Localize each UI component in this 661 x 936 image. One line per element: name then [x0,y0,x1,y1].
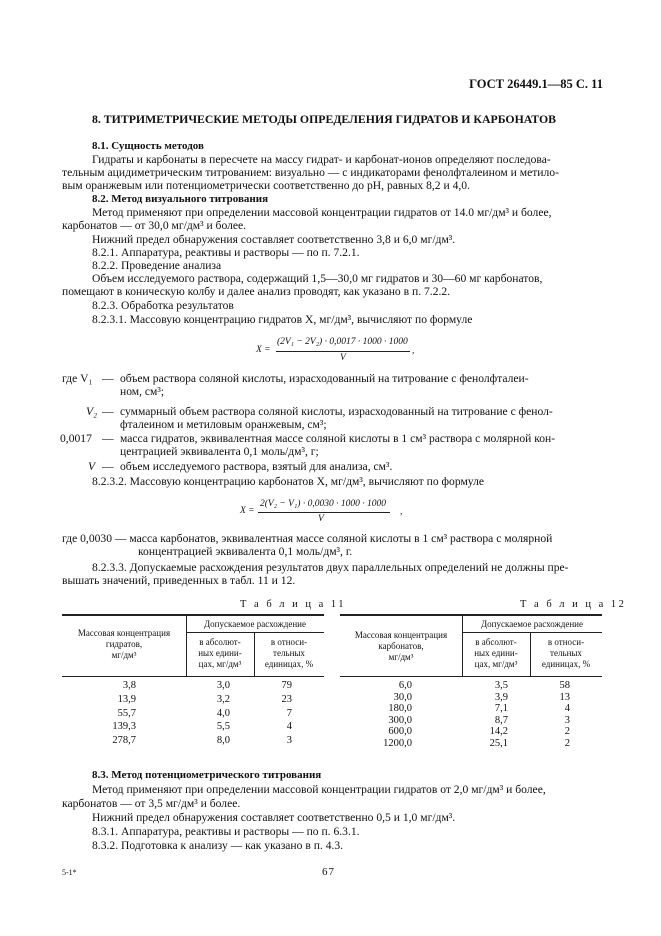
header-cell: гидратов, [105,639,143,649]
table-11-cell: 55,7 [117,707,136,719]
where-text: объем исследуемого раствора, взятый для анализа, см³. [120,460,393,473]
page-number: 67 [322,866,335,878]
table-11-cell: 3,8 [122,680,136,691]
where-symbol: V [88,460,96,473]
table-11-cell: 7 [286,707,292,719]
where-symbol: где V₁ [62,372,93,385]
table-11-cell: 8,0 [216,735,230,747]
table-11-head-conc [62,628,186,661]
where-text: фталеином и метиловым оранжевым, см³; [120,418,327,431]
table-11-head-rel [254,637,324,670]
header-cell: в относи- [547,637,585,647]
table-11-cell: 4 [286,721,292,733]
paragraph-line: Метод применяют при определении массовой концентрации гидратов от 2,0 мг/дм³ и более, [92,783,546,796]
formula-lhs: X = [256,345,271,355]
table-12-cell: 300,0 [388,714,412,726]
paragraph-line: Нижний предел обнаружения составляет соответственно 0,5 и 1,0 мг/дм³. [92,811,456,824]
table-rule [340,676,602,677]
table-12-cell: 6,0 [398,680,412,691]
header-cell: Массовая концентрация [77,628,171,638]
paragraph-line: Нижний предел обнаружения составляет соответственно 3,8 и 6,0 мг/дм³. [92,233,456,246]
header-cell: тельных [273,648,305,658]
header-cell: единицах, % [264,659,314,669]
table-11-cell: 23 [281,693,292,705]
paragraph-line: 8.2.1. Аппаратура, реактивы и растворы — по п. 7.2.1. [92,246,360,259]
where-text: масса гидратов, эквивалентная массе соляной кислоты в 1 см³ раствора с молярной кон- [120,432,556,445]
fraction-bar [276,351,410,352]
where-text: объем раствора соляной кислоты, израсходованный на титрование с фенолфталеи- [120,372,529,385]
formula-denominator: V [340,353,346,363]
table-rule [186,632,324,633]
paragraph-line: 8.2.3.3. Допускаемые расхождения результатов двух параллельных определений не должны пре- [92,561,569,574]
formula-comma: , [412,346,415,356]
fraction-bar [258,512,390,513]
table-12-cell: 30,0 [393,691,412,703]
table-12-cell: 3 [564,714,570,726]
paragraph-line: 8.2.2. Проведение анализа [92,259,222,272]
table-12-cell: 25,1 [489,738,508,749]
paragraph-line: карбонатов — от 30,0 мг/дм³ и более. [62,219,247,232]
where-dash: — [102,432,114,445]
where-dash: — [102,460,114,473]
paragraph-line: помещают в коническую колбу и далее анализ проводят, как указано в п. 7.2.2. [62,285,451,298]
table-12-cell: 2 [564,726,570,738]
where-text: концентрацией эквивалента 0,1 моль/дм³, г. [138,545,353,558]
table-11-cell: 3,0 [216,680,230,691]
paragraph-line: 8.2.3.2. Массовую концентрацию карбонатов X, мг/дм³, вычисляют по формуле [92,475,485,488]
paragraph-line: 8.3.1. Аппаратура, реактивы и растворы — по п. 6.3.1. [92,825,360,838]
table-12-cell: 180,0 [388,703,412,715]
section-title: 8. ТИТРИМЕТРИЧЕСКИЕ МЕТОДЫ ОПРЕДЕЛЕНИЯ ГИДРАТОВ И КАРБОНАТОВ [92,112,557,126]
where-dash: — [102,372,114,385]
table-12-cell: 3,5 [494,680,508,691]
header-cell: цах, мг/дм³ [474,659,518,669]
table-12-cell: 2 [564,738,570,749]
table-12-head-rel [530,637,602,670]
subsection-8-3-title: 8.3. Метод потенциометрического титрования [92,769,322,781]
formula-numerator: 2(V₂ − V₁) · 0,0030 · 1000 · 1000 [260,499,386,509]
footer-mark: 5-1* [62,868,77,877]
table-rule [62,676,324,677]
table-11-cell: 3,2 [216,693,230,705]
table-12-head-abs [462,637,530,670]
paragraph-line: вышать значений, приведенных в табл. 11 и 12. [62,574,296,587]
table-11-head-group: Допускаемое расхождение [204,619,306,629]
table-12-cell: 4 [564,703,570,715]
subsection-8-2-title: 8.2. Метод визуального титрования [92,193,269,205]
where-text: центрацией эквивалента 0,1 моль/дм³, г; [120,445,319,458]
header-cell: в абсолют- [475,637,517,647]
formula-lhs: X = [240,506,255,516]
header-cell: мг/дм³ [111,650,137,660]
table-11-cell: 5,5 [216,721,230,733]
formula-numerator: (2V₁ − 2V₂) · 0,0017 · 1000 · 1000 [277,337,408,347]
paragraph-line: Гидраты и карбонаты в пересчете на массу гидрат- и карбонат-ионов определяют последова- [92,153,551,166]
table-12-cell: 58 [559,680,570,691]
where-text: ном, см³; [120,385,165,398]
paragraph-line: 8.2.3.1. Массовую концентрацию гидратов X, мг/дм³, вычисляют по формуле [92,313,473,326]
table-rule [462,632,602,633]
table-12-cell: 1200,0 [383,738,412,749]
table-rule [62,614,324,616]
header-cell: ных едини- [198,648,242,658]
paragraph-line: 8.3.2. Подготовка к анализу — как указано в п. 4.3. [92,839,344,852]
paragraph-line: Метод применяют при определении массовой концентрации гидратов от 14.0 мг/дм³ и более, [92,206,552,219]
table-12-cell: 8,7 [494,714,508,726]
paragraph-line: карбонатов — от 3,5 мг/дм³ и более. [62,797,241,810]
table-12-head-conc [340,630,462,663]
paragraph-line: тельным ацидиметрическим титрованием: визуально — с индикаторами фенолфталеином и метило- [62,166,559,179]
header-cell: цах, мг/дм³ [198,659,242,669]
header-cell: единицах, % [541,659,591,669]
paragraph-line: 8.2.3. Обработка результатов [92,299,234,312]
table-11-head-abs [186,637,254,670]
header-cell: карбонатов, [378,641,424,651]
header-cell: в относи- [270,637,308,647]
paragraph-line: Объем исследуемого раствора, содержащий 1,5—30,0 мг гидратов и 30—60 мг карбонатов, [92,272,543,285]
table-11-cell: 139,3 [112,721,136,733]
table-12-cell: 600,0 [388,726,412,738]
header-cell: ных едини- [474,648,518,658]
table-12-caption: Т а б л и ц а 12 [520,599,627,610]
header-cell: Массовая концентрация [354,630,448,640]
table-12-cell: 7,1 [494,703,508,715]
table-12-cell: 3,9 [494,691,508,703]
table-11-caption: Т а б л и ц а 11 [240,599,347,610]
running-header: ГОСТ 26449.1—85 С. 11 [469,77,603,91]
table-12-head-group: Допускаемое расхождение [481,619,583,629]
table-11-cell: 3 [286,735,292,747]
table-12-cell: 14,2 [489,726,508,738]
where-symbol: V₂ [86,405,98,418]
where-symbol: 0,0017 [60,432,92,445]
subsection-8-1-title: 8.1. Сущность методов [92,140,204,152]
formula-denominator: V [318,514,324,524]
where-dash: — [102,405,114,418]
table-11-cell: 4,0 [216,707,230,719]
header-cell: мг/дм³ [388,652,414,662]
paragraph-line: вым оранжевым или потенциометрически соответственно до рН, равных 8,2 и 4,0. [62,179,470,192]
where-text: где 0,0030 — масса карбонатов, эквивалентная массе соляной кислоты в 1 см³ раствора с молярной [62,532,553,545]
table-11-cell: 278,7 [112,735,136,747]
table-11-cell: 13,9 [117,693,136,705]
table-12-cell: 13 [559,691,570,703]
header-cell: в абсолют- [199,637,241,647]
formula-comma: , [400,507,403,517]
where-text: суммарный объем раствора соляной кислоты, израсходованный на титрование с фенол- [120,405,553,418]
table-rule [340,614,602,616]
header-cell: тельных [550,648,582,658]
table-11-cell: 79 [281,680,292,691]
